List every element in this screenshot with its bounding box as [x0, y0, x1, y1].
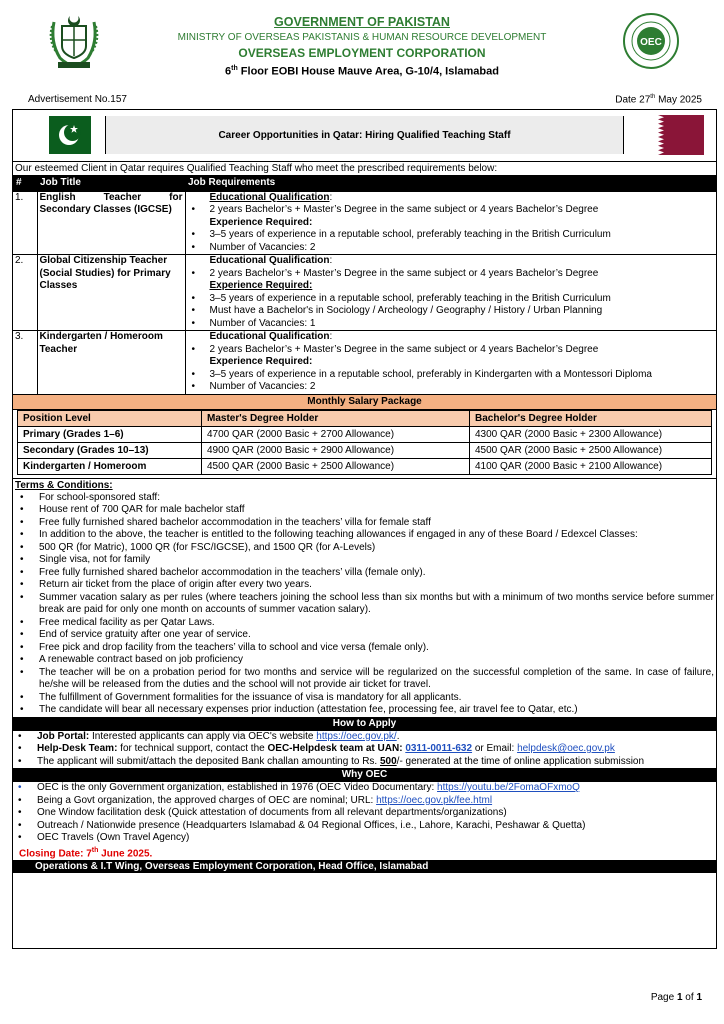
edu-item: • 2 years Bachelor’s + Master’s Degree in the same subject or 4 years Bachelor’s Degree [188, 204, 715, 217]
job-requirements: Educational Qualification: • 2 years Bachelor’s + Master’s Degree in the same subject or 4 years Bachelor’s Degree Experience Required: • 3–5 years of experience in a reputable school, preferably in Kindergarten with a Montessori Diploma • Number of Vacancies: 2 [185, 331, 716, 394]
challan-item: • The applicant will submit/attach the deposited Bank challan amounting to Rs. 500/- generated at the time of online application submission [13, 756, 716, 769]
job-requirements: Educational Qualification: • 2 years Bachelor’s + Master’s Degree in the same subject or 4 years Bachelor’s Degree Experience Required: • 3–5 years of experience in a reputable school, preferably teaching in the British Curriculum • Must have a Bachelor's in Sociology / Archeology / Geography / History / Urban Planning • Number of Vacancies: 1 [185, 255, 716, 331]
why-item: • OEC Travels (Own Travel Agency) [13, 832, 716, 845]
term-item: • Free fully furnished shared bachelor accommodation in the teachers’ villa (female only). [15, 567, 714, 580]
bachelors-salary: 4300 QAR (2000 Basic + 2300 Allowance) [470, 426, 712, 442]
why-item: • One Window facilitation desk (Quick attestation of documents from all relevant departments/organizations) [13, 807, 716, 820]
oec-video-link[interactable]: https://youtu.be/2FomaOFxmoQ [437, 782, 580, 793]
col-header-job-title: Job Title [37, 176, 185, 191]
term-item: • The candidate will bear all necessary expenses prior induction (attestation fee, processing fee, air travel fee to Qatar, etc.) [15, 704, 714, 717]
exp-heading: Experience Required: [209, 356, 313, 367]
ministry-title: MINISTRY OF OVERSEAS PAKISTANIS & HUMAN RESOURCE DEVELOPMENT [177, 32, 547, 43]
closing-date: Closing Date: 7th June 2025. [19, 846, 153, 859]
edu-item: • 2 years Bachelor’s + Master’s Degree in the same subject or 4 years Bachelor’s Degree [188, 344, 715, 357]
term-item: • Return air ticket from the place of origin after every two years. [15, 579, 714, 592]
bachelors-salary: 4100 QAR (2000 Basic + 2100 Allowance) [470, 458, 712, 474]
masters-salary: 4900 QAR (2000 Basic + 2900 Allowance) [202, 442, 470, 458]
job-title: English Teacher for Secondary Classes (IGCSE) [37, 191, 185, 255]
oec-logo-text: OEC [640, 37, 662, 48]
term-item: • Free fully furnished shared bachelor accommodation in the teachers’ villa for female staff [15, 517, 714, 530]
oec-website-link[interactable]: https://oec.gov.pk/ [316, 730, 397, 742]
term-item: • The teacher will be on a probation period for two months and service will be regularized on the successful completion of the same. In case of failure, he/she will be released from the duties and the school will not provide air ticket for travel. [15, 667, 714, 692]
term-item: • A renewable contract based on job proficiency [15, 654, 714, 667]
job-title: Global Citizenship Teacher (Social Studies) for Primary Classes [37, 255, 185, 331]
salary-header-position: Position Level [18, 410, 202, 426]
advertisement-body [12, 109, 717, 949]
footer-bar: Operations & I.T Wing, Overseas Employment Corporation, Head Office, Islamabad [13, 860, 716, 873]
why-oec-heading: Why OEC [13, 768, 716, 782]
term-item: • The fulfillment of Government formalities for the issuance of visa is mandatory for all applicants. [15, 692, 714, 705]
salary-header-masters: Master's Degree Holder [202, 410, 470, 426]
exp-item: • 3–5 years of experience in a reputable school, preferably teaching in the British Curriculum [188, 229, 715, 242]
term-item: • Free medical facility as per Qatar Laws. [15, 617, 714, 630]
term-item: • In addition to the above, the teacher is entitled to the following teaching allowances if engaged in any of these Board / Edexcel Classes: [15, 529, 714, 542]
advertisement-date: Date 27th May 2025 [615, 94, 702, 106]
salary-row [18, 458, 712, 474]
banner-title: Career Opportunities in Qatar: Hiring Qualified Teaching Staff [105, 116, 624, 154]
bachelors-salary: 4500 QAR (2000 Basic + 2500 Allowance) [470, 442, 712, 458]
banner [13, 110, 716, 162]
terms-heading: Terms & Conditions: [15, 479, 113, 491]
term-item: • Single visa, not for family [15, 554, 714, 567]
pakistan-flag-icon [35, 116, 91, 154]
exp-heading: Experience Required: [209, 280, 313, 291]
term-item: • Free pick and drop facility from the teachers’ villa to school and vice versa (female only). [15, 642, 714, 655]
exp-item: • Must have a Bachelor's in Sociology / Archeology / Geography / History / Urban Planning [188, 305, 715, 318]
how-to-apply-heading: How to Apply [13, 717, 716, 731]
job-number: 3. [13, 331, 37, 394]
why-oec-list [13, 782, 716, 845]
job-title: Kindergarten / Homeroom Teacher [37, 331, 185, 394]
col-header-number: # [13, 176, 37, 191]
terms-section [13, 478, 716, 717]
vacancies: • Number of Vacancies: 1 [188, 318, 715, 331]
help-desk-item: • Help-Desk Team: for technical support, contact the OEC-Helpdesk team at UAN: 0311-0011-632 or Email: helpdesk@oec.gov.pk [13, 743, 716, 756]
edu-item: • 2 years Bachelor’s + Master’s Degree in the same subject or 4 years Bachelor’s Degree [188, 268, 715, 281]
term-item: • End of service gratuity after one year of service. [15, 629, 714, 642]
term-item: • Summer vacation salary as per rules (where teachers joining the school less than six months but with a minimum of two months service before summer break are paid for only one month on accounts of summer vacation salary). [15, 592, 714, 617]
helpdesk-email-link[interactable]: helpdesk@oec.gov.pk [517, 743, 615, 754]
address: 6th Floor EOBI House Mauve Area, G-10/4, Islamabad [225, 65, 499, 78]
position-level: Primary (Grades 1–6) [18, 426, 202, 442]
vacancies: • Number of Vacancies: 2 [188, 242, 715, 255]
term-item: • 500 QR (for Matric), 1000 QR (for FSC/IGCSE), and 1500 QR (for A-Levels) [15, 542, 714, 555]
advertisement-number: Advertisement No.157 [28, 94, 127, 105]
salary-header-bachelors: Bachelor's Degree Holder [470, 410, 712, 426]
edu-heading: Educational Qualification [209, 331, 330, 342]
qatar-flag-icon [642, 115, 704, 155]
helpdesk-phone[interactable]: 0311-0011-632 [405, 743, 473, 754]
salary-section [13, 394, 716, 475]
why-item: • Outreach / Nationwide presence (Headquarters Islamabad & 04 Regional Offices, i.e., Lahore, Karachi, Peshawar & Quetta) [13, 820, 716, 833]
vacancies: • Number of Vacancies: 2 [188, 381, 715, 394]
masters-salary: 4700 QAR (2000 Basic + 2700 Allowance) [202, 426, 470, 442]
exp-heading: Experience Required: [209, 216, 313, 228]
job-number: 2. [13, 255, 37, 331]
job-row [13, 191, 716, 255]
why-item: • Being a Govt organization, the approved charges of OEC are nominal; URL: https://oec.gov.pk/fee.html [13, 795, 716, 808]
position-level: Secondary (Grades 10–13) [18, 442, 202, 458]
why-item: • OEC is the only Government organization, established in 1976 (OEC Video Documentary: https://youtu.be/2FomaOFxmoQ [13, 782, 716, 795]
salary-caption: Monthly Salary Package [13, 395, 716, 410]
salary-row [18, 442, 712, 458]
col-header-job-requirements: Job Requirements [185, 176, 716, 191]
term-item: • House rent of 700 QAR for male bachelor staff [15, 504, 714, 517]
government-title: GOVERNMENT OF PAKISTAN [274, 15, 450, 29]
page-number: Page 1 of 1 [650, 992, 702, 1003]
job-portal-item: • Job Portal: Interested applicants can apply via OEC's website https://oec.gov.pk/. [13, 731, 716, 744]
term-item: • For school-sponsored staff: [15, 492, 714, 505]
intro-text: Our esteemed Client in Qatar requires Qualified Teaching Staff who meet the prescribed requirements below: [13, 162, 716, 176]
corporation-title: OVERSEAS EMPLOYMENT CORPORATION [238, 46, 486, 60]
salary-row [18, 426, 712, 442]
edu-heading: Educational Qualification [209, 191, 330, 203]
job-row [13, 331, 716, 394]
apply-list [13, 731, 716, 769]
masters-salary: 4500 QAR (2000 Basic + 2500 Allowance) [202, 458, 470, 474]
position-level: Kindergarten / Homeroom [18, 458, 202, 474]
salary-table [17, 410, 712, 475]
exp-item: • 3–5 years of experience in a reputable school, preferably in Kindergarten with a Montessori Diploma [188, 369, 715, 382]
job-row [13, 255, 716, 331]
exp-item: • 3–5 years of experience in a reputable school, preferably teaching in the British Curriculum [188, 293, 715, 306]
job-requirements: Educational Qualification: • 2 years Bachelor’s + Master’s Degree in the same subject or 4 years Bachelor’s Degree Experience Required: • 3–5 years of experience in a reputable school, preferably teaching in the British Curriculum • Number of Vacancies: 2 [185, 191, 716, 255]
oec-fee-link[interactable]: https://oec.gov.pk/fee.html [376, 794, 493, 806]
edu-heading: Educational Qualification [209, 255, 330, 266]
letterhead [0, 14, 724, 80]
jobs-table [13, 176, 716, 394]
job-number: 1. [13, 191, 37, 255]
